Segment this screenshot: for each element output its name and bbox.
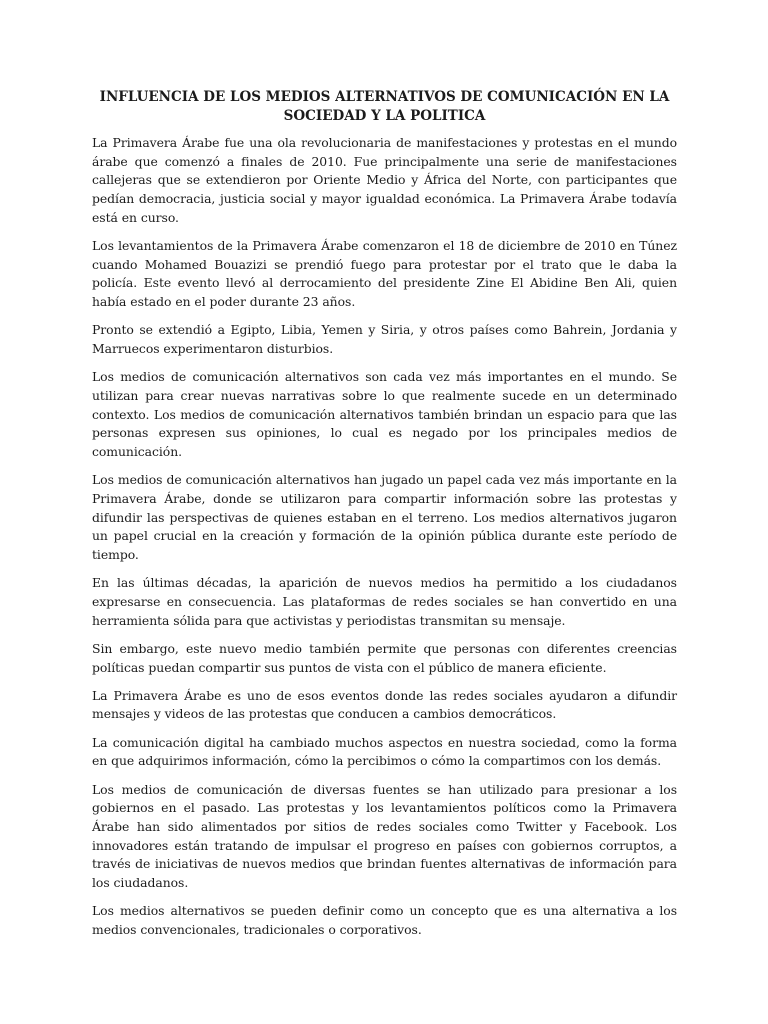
paragraph-11: Los medios alternativos se pueden definir como un concepto que es una alternativa a los medios convencionales, tradicionales o corporativos. xyxy=(92,903,677,938)
paragraph-6: En las últimas décadas, la aparición de nuevos medios ha permitido a los ciudadanos expresarse en consecuencia. Las plataformas de redes sociales se han convertido en una herramienta sólida para que activistas y periodistas transmitan su mensaje. xyxy=(92,575,677,628)
paragraph-4: Los medios de comunicación alternativos son cada vez más importantes en el mundo. Se utilizan para crear nuevas narrativas sobre lo que realmente sucede en un determinado contexto. Los medios de comunicación alternativos también brindan un espacio para que las personas expresen sus opiniones, lo cual es negado por los principales medios de comunicación. xyxy=(92,369,677,460)
paragraph-8: La Primavera Árabe es uno de esos eventos donde las redes sociales ayudaron a difundir mensajes y videos de las protestas que conducen a cambios democráticos. xyxy=(92,687,677,722)
paragraph-3: Pronto se extendió a Egipto, Libia, Yemen y Siria, y otros países como Bahrein, Jordania y Marruecos experimentaron disturbios. xyxy=(92,322,677,357)
paragraph-9: La comunicación digital ha cambiado muchos aspectos en nuestra sociedad, como la forma en que adquirimos información, cómo la percibimos o cómo la compartimos con los demás. xyxy=(92,734,677,769)
paragraph-10: Los medios de comunicación de diversas fuentes se han utilizado para presionar a los gobiernos en el pasado. Las protestas y los levantamientos políticos como la Primavera Árabe han sido alimentados por sitios de redes sociales como Twitter y Facebook. Los innovadores están tratando de impulsar el progreso en países con gobiernos corruptos, a través de iniciativas de nuevos medios que brindan fuentes alternativas de información para los ciudadanos. xyxy=(92,781,677,891)
paragraph-1: La Primavera Árabe fue una ola revolucionaria de manifestaciones y protestas en el mundo árabe que comenzó a finales de 2010. Fue principalmente una serie de manifestaciones callejeras que se extendieron por Oriente Medio y África del Norte, con participantes que pedían democracia, justicia social y mayor igualdad económica. La Primavera Árabe todavía está en curso. xyxy=(92,135,677,225)
paragraph-2: Los levantamientos de la Primavera Árabe comenzaron el 18 de diciembre de 2010 en Túnez cuando Mohamed Bouazizi se prendió fuego para protestar por el trato que le daba la policía. Este evento llevó al derrocamiento del presidente Zine El Abidine Ben Ali, quien había estado en el poder durante 23 años. xyxy=(92,238,677,310)
document-page xyxy=(92,88,677,949)
document-title: INFLUENCIA DE LOS MEDIOS ALTERNATIVOS DE COMUNICACIÓN EN LA SOCIEDAD Y LA POLITICA xyxy=(99,89,670,124)
paragraph-5: Los medios de comunicación alternativos han jugado un papel cada vez más importante en la Primavera Árabe, donde se utilizaron para compartir información sobre las protestas y difundir las perspectivas de quienes estaban en el terreno. Los medios alternativos jugaron un papel crucial en la creación y formación de la opinión pública durante este período de tiempo. xyxy=(92,472,677,563)
paragraph-7: Sin embargo, este nuevo medio también permite que personas con diferentes creencias políticas puedan compartir sus puntos de vista con el público de manera eficiente. xyxy=(92,640,677,675)
